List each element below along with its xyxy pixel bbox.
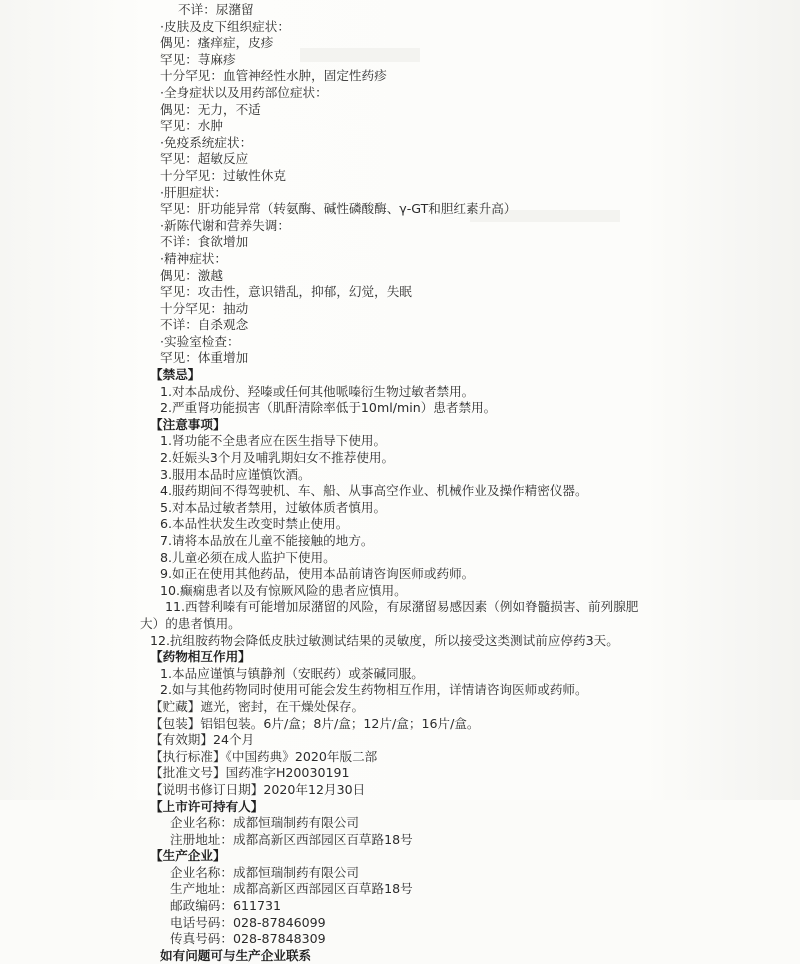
- text-line: 企业名称：成都恒瑞制药有限公司: [170, 864, 359, 880]
- text-line: 注册地址：成都高新区西部园区百草路18号: [170, 831, 413, 847]
- text-line: 不详：食欲增加: [160, 234, 249, 250]
- text-line: 3.服用本品时应谨慎饮酒。: [160, 466, 311, 482]
- text-line: 十分罕见：抽动: [160, 300, 249, 316]
- text-line: 1.本品应谨慎与镇静剂（安眠药）或茶碱同服。: [160, 665, 424, 681]
- text-line: 5.对本品过敏者禁用，过敏体质者慎用。: [160, 499, 387, 515]
- text-line: 十分罕见：血管神经性水肿，固定性药疹: [160, 68, 387, 84]
- contraindications-heading: 【禁忌】: [150, 367, 201, 383]
- text-line: 邮政编码：611731: [170, 898, 282, 914]
- revision-date-line: 【说明书修订日期】2020年12月30日: [150, 781, 366, 797]
- text-line: 罕见：体重增加: [160, 350, 249, 366]
- section-heading: ·全身症状以及用药部位症状：: [160, 84, 328, 100]
- text-line: 大）的患者慎用。: [140, 615, 241, 631]
- text-line: 2.严重肾功能损害（肌酐清除率低于10ml/min）患者禁用。: [160, 400, 497, 416]
- text-line: 企业名称：成都恒瑞制药有限公司: [170, 815, 359, 831]
- text-line: 罕见：攻击性，意识错乱，抑郁，幻觉，失眠: [160, 284, 412, 300]
- text-line: 11.西替利嗪有可能增加尿潴留的风险，有尿潴留易感因素（例如脊髓损害、前列腺肥: [165, 599, 639, 615]
- leaflet-text: [0, 2, 800, 964]
- text-line: 6.本品性状发生改变时禁止使用。: [160, 516, 349, 532]
- text-line: 罕见：水肿: [160, 118, 223, 134]
- manufacturer-heading: 【生产企业】: [150, 848, 226, 864]
- holder-heading: 【上市许可持有人】: [150, 798, 264, 814]
- text-line: 偶见：瘙痒症，皮疹: [160, 35, 274, 51]
- package-line: 【包装】铝铝包装。6片/盒；8片/盒；12片/盒；16片/盒。: [150, 715, 480, 731]
- text-line: 十分罕见：过敏性休克: [160, 167, 286, 183]
- section-heading: ·精神症状：: [160, 250, 227, 266]
- section-heading: ·实验室检查：: [160, 333, 240, 349]
- text-line: 罕见：肝功能异常（转氨酶、碱性磷酸酶、γ-GT和胆红素升高）: [160, 201, 517, 217]
- section-heading: ·皮肤及皮下组织症状：: [160, 18, 290, 34]
- text-line: 罕见：超敏反应: [160, 151, 249, 167]
- text-line: 罕见：荨麻疹: [160, 51, 236, 67]
- text-line: 9.如正在使用其他药品，使用本品前请咨询医师或药师。: [160, 566, 475, 582]
- text-line: 电话号码：028-87846099: [170, 914, 326, 930]
- interactions-heading: 【药物相互作用】: [150, 649, 251, 665]
- text-line: 2.妊娠头3个月及哺乳期妇女不推荐使用。: [160, 450, 395, 466]
- contact-note: 如有问题可与生产企业联系: [160, 947, 312, 963]
- section-heading: ·新陈代谢和营养失调：: [160, 217, 290, 233]
- text-line: 传真号码：028-87848309: [170, 931, 326, 947]
- text-line: 不详：自杀观念: [160, 317, 249, 333]
- section-heading: ·免疫系统症状：: [160, 134, 253, 150]
- text-line: 偶见：无力，不适: [160, 101, 261, 117]
- precautions-heading: 【注意事项】: [150, 416, 226, 432]
- text-line: 1.对本品成份、羟嗪或任何其他哌嗪衍生物过敏者禁用。: [160, 383, 475, 399]
- text-line: 7.请将本品放在儿童不能接触的地方。: [160, 533, 374, 548]
- text-line: 4.服药期间不得驾驶机、车、船、从事高空作业、机械作业及操作精密仪器。: [160, 483, 588, 499]
- text-line: 不详：尿潴留: [178, 2, 254, 17]
- text-line: 1.肾功能不全患者应在医生指导下使用。: [160, 433, 387, 449]
- approval-line: 【批准文号】国药准字H20030191: [150, 765, 350, 781]
- text-line: 生产地址：成都高新区西部园区百草路18号: [170, 881, 413, 897]
- standard-line: 【执行标准】《中国药典》2020年版二部: [150, 748, 378, 764]
- storage-line: 【贮藏】遮光，密封，在干燥处保存。: [150, 698, 365, 714]
- text-line: 10.癫痫患者以及有惊厥风险的患者应慎用。: [160, 582, 407, 598]
- text-line: 偶见：激越: [160, 267, 223, 283]
- text-line: 8.儿童必须在成人监护下使用。: [160, 549, 336, 565]
- text-line: 12.抗组胺药物会降低皮肤过敏测试结果的灵敏度，所以接受这类测试前应停药3天。: [150, 632, 619, 648]
- shelf-life-line: 【有效期】24个月: [150, 732, 255, 748]
- section-heading: ·肝胆症状：: [160, 184, 227, 200]
- text-line: 2.如与其他药物同时使用可能会发生药物相互作用，详情请咨询医师或药师。: [160, 682, 588, 698]
